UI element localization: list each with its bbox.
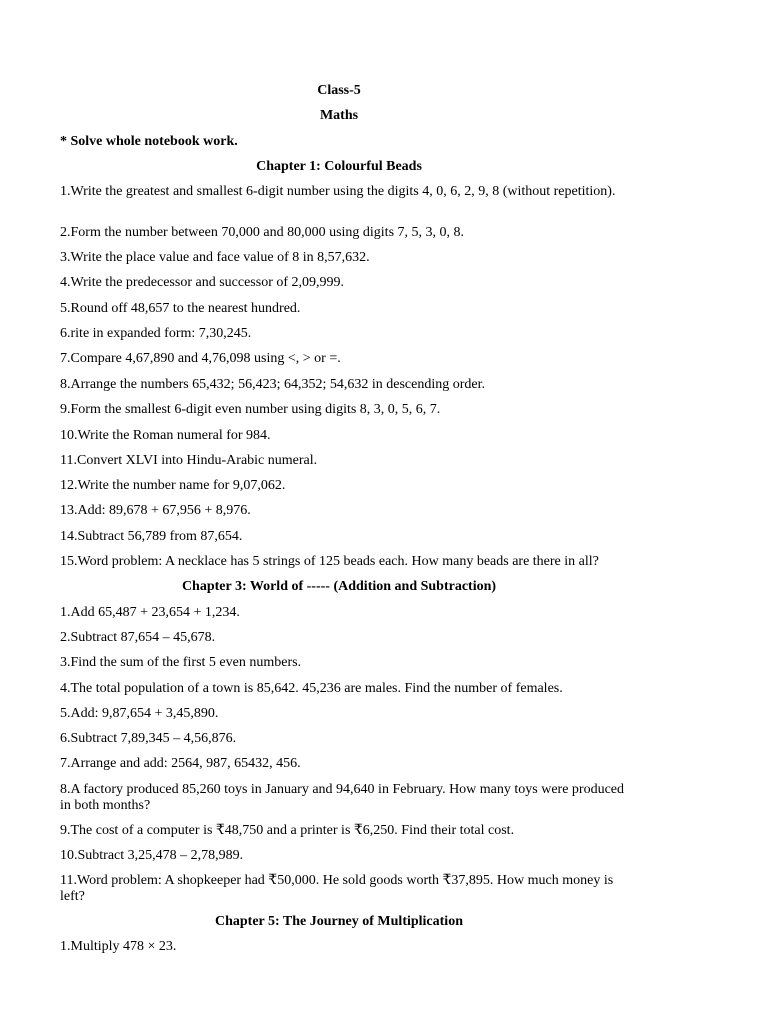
- question-item: 7.Arrange and add: 2564, 987, 65432, 456.: [60, 756, 301, 771]
- question-item: 1.Write the greatest and smallest 6-digit number using the digits 4, 0, 6, 2, 9, 8 (without repetition).: [60, 184, 616, 199]
- question-item: 12.Write the number name for 9,07,062.: [60, 478, 286, 493]
- question-item: 6.Subtract 7,89,345 – 4,56,876.: [60, 731, 237, 746]
- question-item: 10.Subtract 3,25,478 – 2,78,989.: [60, 848, 244, 863]
- chapter-heading: Chapter 5: The Journey of Multiplication: [215, 914, 463, 929]
- question-item: 4.Write the predecessor and successor of 2,09,999.: [60, 275, 345, 290]
- question-item: 11.Convert XLVI into Hindu-Arabic numeral.: [60, 453, 318, 468]
- question-item: 9.Form the smallest 6-digit even number using digits 8, 3, 0, 5, 6, 7.: [60, 402, 441, 417]
- question-item: 4.The total population of a town is 85,642. 45,236 are males. Find the number of females.: [60, 681, 563, 696]
- question-item: 9.The cost of a computer is ₹48,750 and a printer is ₹6,250. Find their total cost.: [60, 823, 515, 838]
- subject-title: Maths: [319, 108, 359, 123]
- question-item: 2.Form the number between 70,000 and 80,000 using digits 7, 5, 3, 0, 8.: [60, 225, 465, 240]
- question-item: 11.Word problem: A shopkeeper had ₹50,000. He sold goods worth ₹37,895. How much money is left?: [60, 873, 614, 904]
- class-title: Class-5: [317, 83, 361, 98]
- chapter-heading: Chapter 3: World of ----- (Addition and Subtraction): [181, 579, 497, 594]
- chapter-heading: Chapter 1: Colourful Beads: [256, 159, 422, 174]
- question-item: 10.Write the Roman numeral for 984.: [60, 428, 271, 443]
- question-item: 3.Find the sum of the first 5 even numbers.: [60, 655, 302, 670]
- question-item: 2.Subtract 87,654 – 45,678.: [60, 630, 216, 645]
- question-item: 5.Add: 9,87,654 + 3,45,890.: [60, 706, 219, 721]
- question-item: 6.rite in expanded form: 7,30,245.: [60, 326, 252, 341]
- question-item: 8.Arrange the numbers 65,432; 56,423; 64,352; 54,632 in descending order.: [60, 377, 485, 392]
- question-item: 13.Add: 89,678 + 67,956 + 8,976.: [60, 503, 251, 518]
- question-item: 14.Subtract 56,789 from 87,654.: [60, 529, 243, 544]
- instruction: * Solve whole notebook work.: [60, 134, 238, 149]
- question-item: 15.Word problem: A necklace has 5 strings of 125 beads each. How many beads are there in all?: [60, 554, 599, 569]
- question-item: 3.Write the place value and face value of 8 in 8,57,632.: [60, 250, 370, 265]
- question-item: 8.A factory produced 85,260 toys in January and 94,640 in February. How many toys were produced in both months?: [60, 782, 625, 813]
- question-item: 1.Multiply 478 × 23.: [60, 939, 177, 954]
- question-item: 5.Round off 48,657 to the nearest hundred.: [60, 301, 301, 316]
- question-item: 1.Add 65,487 + 23,654 + 1,234.: [60, 605, 240, 620]
- question-item: 7.Compare 4,67,890 and 4,76,098 using <, > or =.: [60, 351, 341, 366]
